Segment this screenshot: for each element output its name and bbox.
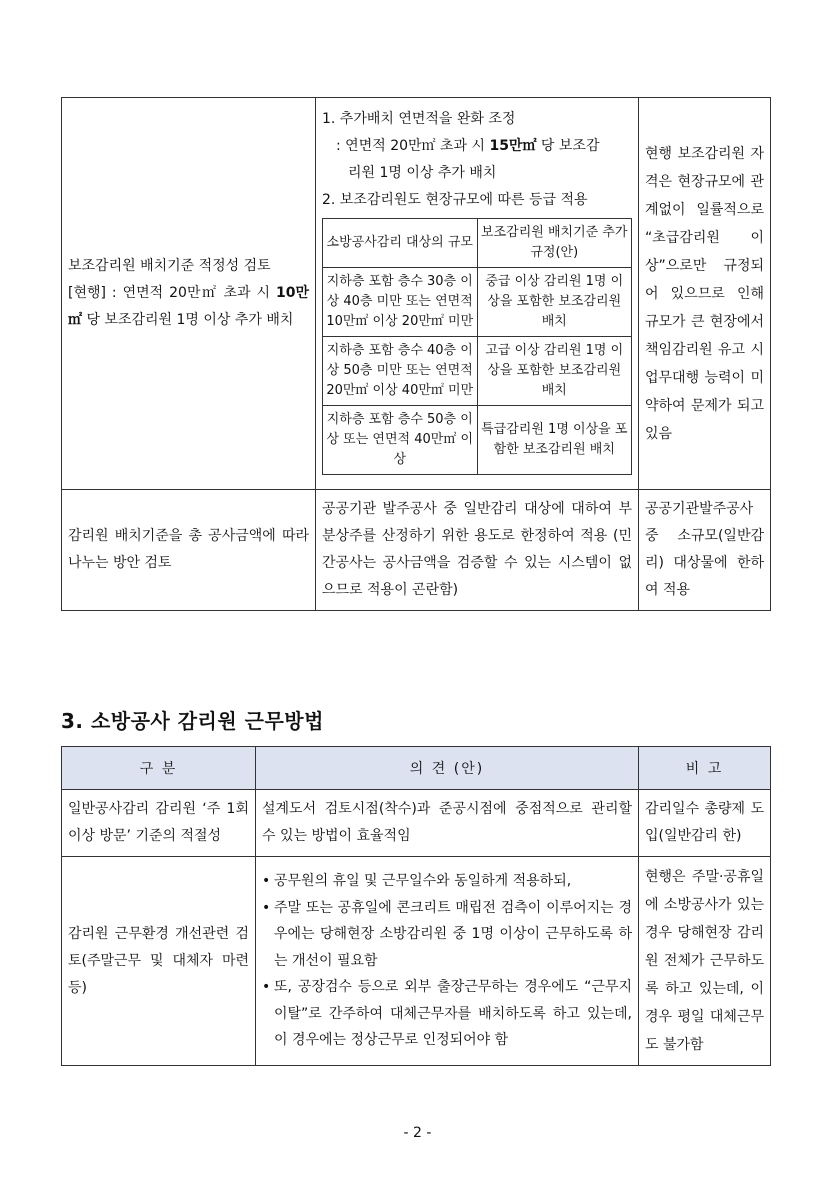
opinion-line: : 연면적 20만㎡ 초과 시 15만㎡ 당 보조감 [336,138,600,154]
table-row [323,219,632,268]
column-header: 구 분 [62,747,256,790]
item-cell: 일반공사감리 감리원 ‘주 1회 이상 방문’ 기준의 적절성 [62,790,256,857]
opinion-cell: 설계도서 검토시점(착수)과 준공시점에 중점적으로 관리할 수 있는 방법이 효율적임 [256,790,639,857]
table-row [62,98,771,490]
table-row [323,268,632,337]
bullet-icon: • [262,899,271,916]
table-row [62,490,771,611]
table-row [62,857,771,1066]
table-cell: 중급 이상 감리원 1명 이상을 포함한 보조감리원 배치 [477,268,632,337]
note-cell: 감리일수 총량제 도입(일반감리 한) [639,790,771,857]
page-number: - 2 - [403,1125,432,1141]
work-method-table [61,746,771,1066]
note-cell: 공공기관발주공사 중 소규모(일반감리) 대상물에 한하여 적용 [639,490,771,611]
column-header: 비 고 [639,747,771,790]
bullet-icon: • [262,979,271,996]
opinion-cell: 공공기관 발주공사 중 일반감리 대상에 대하여 부분상주를 산정하기 위한 용도로 한정하여 적용 (민간공사는 공사금액을 검증할 수 있는 시스템이 없으므로 적용이 곤란함) [316,490,639,611]
column-header: 보조감리원 배치기준 추가규정(안) [477,219,632,268]
table-cell: 특급감리원 1명 이상을 포함한 보조감리원 배치 [477,406,632,475]
table-row [323,337,632,406]
review-table [61,97,771,611]
note-cell: 현행은 주말·공휴일에 소방공사가 있는 경우 당해현장 감리원 전체가 근무하도록 하고 있는데, 이 경우 평일 대체근무도 불가함 [639,857,771,1066]
item-cell: 감리원 배치기준을 총 공사금액에 따라 나누는 방안 검토 [62,490,316,611]
item-current-rule: [현행] : 연면적 20만㎡ 초과 시 10만㎡ 당 보조감리원 1명 이상 추가 배치 [68,285,309,328]
item-cell: 감리원 근무환경 개선관련 검토(주말근무 및 대체자 마련 등) [62,857,256,1066]
opinion-cell [316,98,639,490]
column-header: 의 견 (안) [256,747,639,790]
bullet-icon: • [262,873,271,890]
header-row [62,747,771,790]
opinion-line: 2. 보조감리원도 현장규모에 따른 등급 적용 [322,192,588,208]
inner-standard-table [322,218,632,475]
note-cell: 현행 보조감리원 자격은 현장규모에 관계없이 일률적으로 “초급감리원 이상”으로만 규정되어 있으므로 인해 규모가 큰 현장에서 책임감리원 유고 시 업무대행 능력이 미약하여 문제가 되고 있음 [639,98,771,490]
table-cell: 지하층 포함 층수 40층 이상 50층 미만 또는 연면적 20만㎡ 이상 40만㎡ 미만 [323,337,478,406]
bullet-item: • 주말 또는 공휴일에 콘크리트 매립전 검측이 이루어지는 경우에는 당해현장 소방감리원 중 1명 이상이 근무하도록 하는 개선이 필요함 [262,895,632,975]
table-row [62,790,771,857]
item-title: 보조감리원 배치기준 적정성 검토 [68,258,271,274]
opinion-line: 리원 1명 이상 추가 배치 [348,165,497,181]
table-cell: 고급 이상 감리원 1명 이상을 포함한 보조감리원 배치 [477,337,632,406]
opinion-line: 1. 추가배치 연면적을 완화 조정 [322,111,516,127]
section-heading: 3. 소방공사 감리원 근무방법 [61,709,324,733]
bullet-item: • 공무원의 휴일 및 근무일수와 동일하게 적용하되, [262,868,632,895]
column-header: 소방공사감리 대상의 규모 [323,219,478,268]
opinion-cell [256,857,639,1066]
table-cell: 지하층 포함 층수 50층 이상 또는 연면적 40만㎡ 이상 [323,406,478,475]
bullet-item: • 또, 공장검수 등으로 외부 출장근무하는 경우에도 “근무지 이탈”로 간주하여 대체근무자를 배치하도록 하고 있는데, 이 경우에는 정상근무로 인정되어야 함 [262,974,632,1054]
table-row [323,406,632,475]
item-cell [62,98,316,490]
table-cell: 지하층 포함 층수 30층 이상 40층 미만 또는 연면적 10만㎡ 이상 20만㎡ 미만 [323,268,478,337]
